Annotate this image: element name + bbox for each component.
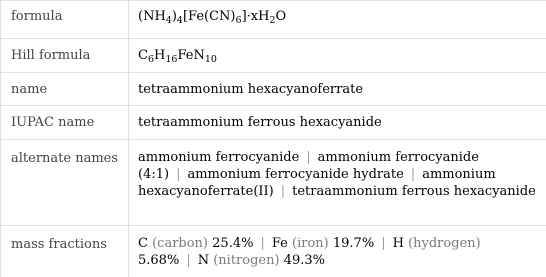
element-symbol: Fe (271, 236, 288, 251)
element-fraction: 25.4% (212, 236, 254, 251)
formula-label: formula (1, 1, 129, 39)
element-fraction: 5.68% (138, 253, 180, 268)
formula-subscript: 4 (165, 15, 172, 26)
alternate-names-value (129, 140, 546, 226)
element-name: (hydrogen) (408, 236, 481, 251)
formula-part: ) (171, 9, 177, 24)
element-symbol: C (138, 236, 148, 251)
separator: | (410, 167, 416, 182)
formula-row (1, 1, 546, 39)
hill-formula-label: Hill formula (1, 39, 129, 73)
iupac-name-row (1, 106, 546, 140)
formula-part: C (138, 48, 148, 63)
element-name: (nitrogen) (213, 253, 280, 268)
element-fraction: 19.7% (332, 236, 375, 251)
name-value: tetraammonium hexacyanoferrate (129, 73, 546, 106)
formula-part: FeN (177, 48, 205, 63)
element-name: (carbon) (152, 236, 209, 251)
formula-part: H (154, 48, 166, 63)
formula-subscript: 6 (147, 54, 154, 65)
name-row (1, 73, 546, 106)
hill-formula-value (129, 39, 546, 73)
separator: | (280, 184, 286, 199)
formula-part: O (275, 9, 287, 24)
formula-subscript: 4 (176, 15, 183, 26)
mass-fractions-label: mass fractions (1, 226, 129, 277)
formula-part: ]·xH (241, 9, 270, 24)
hill-formula-row (1, 39, 546, 73)
separator: | (186, 253, 191, 268)
alternate-name: ammonium hexacyanoferrate(II) (138, 167, 496, 199)
separator: | (260, 236, 265, 251)
separator: | (306, 150, 311, 165)
iupac-name-label: IUPAC name (1, 106, 129, 140)
alternate-names-row (1, 140, 546, 226)
formula-part: [Fe(CN) (182, 9, 236, 24)
alternate-name: ammonium ferrocyanide hydrate (187, 167, 404, 182)
iupac-name-value: tetraammonium ferrous hexacyanide (129, 106, 546, 140)
alternate-names-label: alternate names (1, 140, 129, 226)
name-label: name (1, 73, 129, 106)
element-fraction: 49.3% (283, 253, 325, 268)
alternate-name: ammonium ferrocyanide (138, 150, 300, 165)
formula-subscript: 2 (269, 15, 276, 26)
formula-subscript: 16 (165, 54, 178, 65)
formula-part: (NH (138, 9, 166, 24)
formula-value (129, 1, 546, 39)
mass-fractions-row (1, 226, 546, 277)
formula-subscript: 10 (204, 54, 217, 65)
separator: | (381, 236, 386, 251)
alternate-name: ammonium ferrocyanide (4:1) (138, 150, 479, 182)
alternate-name: tetraammonium ferrous hexacyanide (292, 184, 536, 199)
element-symbol: H (392, 236, 404, 251)
element-symbol: N (197, 253, 210, 268)
separator: | (176, 167, 181, 182)
element-name: (iron) (292, 236, 329, 251)
mass-fractions-value (129, 226, 546, 277)
formula-subscript: 6 (235, 15, 242, 26)
